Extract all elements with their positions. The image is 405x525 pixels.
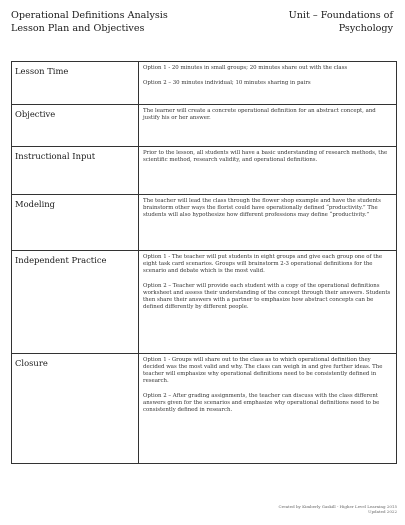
row-label: Objective bbox=[12, 105, 139, 147]
row-paragraph: Option 2 – 30 minutes individual; 10 minutes sharing in pairs bbox=[143, 80, 311, 86]
row-label: Modeling bbox=[12, 195, 139, 251]
footer-credit: Created by Kimberly Gaskill - Higher Level Learning 2015 bbox=[278, 504, 397, 509]
row-content bbox=[139, 251, 397, 354]
row-label: Independent Practice bbox=[12, 251, 139, 354]
row-paragraph: Option 2 – After grading assignments, the teacher can discuss with the class different answers given for the scenarios and emphasize why operational definitions need to be consistently defined in research. bbox=[143, 393, 380, 413]
table-row-independent-practice bbox=[12, 251, 397, 354]
row-paragraph: Option 1 - The teacher will put students in eight groups and give each group one of the eight task card scenarios. Groups will brainstorm 2-3 operational definitions for the scenario and debate which is the most valid. bbox=[143, 254, 383, 274]
row-content bbox=[139, 147, 397, 195]
row-paragraph: The learner will create a concrete operational definition for an abstract concept, and justify his or her answer. bbox=[143, 108, 376, 121]
row-label: Instructional Input bbox=[12, 147, 139, 195]
row-paragraph: Prior to the lesson, all students will have a basic understanding of research methods, the scientific method, research validity, and operational definitions. bbox=[143, 150, 388, 163]
page-footer bbox=[278, 504, 397, 514]
table-row-objective bbox=[12, 105, 397, 147]
row-paragraph: Option 1 - Groups will share out to the class as to which operational definition they decided was the most valid and why. The class can weigh in and give further ideas. The teacher will emphasize why operational definitions need to be consistently defined in research. bbox=[143, 357, 383, 384]
unit-line-1: Unit – Foundations of bbox=[288, 10, 393, 21]
row-paragraph: Option 2 – Teacher will provide each student with a copy of the operational definitions worksheet and assess their understanding of the concept through their answers. Students then share their answers with a partner to emphasize how abstract concepts can be defined differently by different people. bbox=[143, 283, 391, 310]
row-paragraph: The teacher will lead the class through the flower shop example and have the students brainstorm other ways the florist could have operationally defined “productivity.” The students will also hypothesize how different professions may define “productivity.” bbox=[143, 198, 381, 218]
row-content bbox=[139, 195, 397, 251]
title-line-1: Operational Definitions Analysis bbox=[11, 10, 168, 21]
unit-line-2: Psychology bbox=[338, 22, 393, 34]
unit-title bbox=[289, 10, 393, 35]
row-content bbox=[139, 62, 397, 105]
title-line-2: Lesson Plan and Objectives bbox=[11, 22, 145, 34]
row-content bbox=[139, 354, 397, 464]
lesson-plan-table bbox=[11, 61, 397, 464]
page-header bbox=[11, 10, 393, 44]
row-paragraph: Option 1 - 20 minutes in small groups; 20 minutes share out with the class bbox=[143, 65, 348, 71]
row-label: Lesson Time bbox=[12, 62, 139, 105]
table-row-instructional-input bbox=[12, 147, 397, 195]
table-row-closure bbox=[12, 354, 397, 464]
row-label: Closure bbox=[12, 354, 139, 464]
document-title bbox=[11, 10, 168, 35]
footer-updated: Updated 2022 bbox=[368, 509, 397, 514]
row-content bbox=[139, 105, 397, 147]
table-row-modeling bbox=[12, 195, 397, 251]
table-row-lesson-time bbox=[12, 62, 397, 105]
